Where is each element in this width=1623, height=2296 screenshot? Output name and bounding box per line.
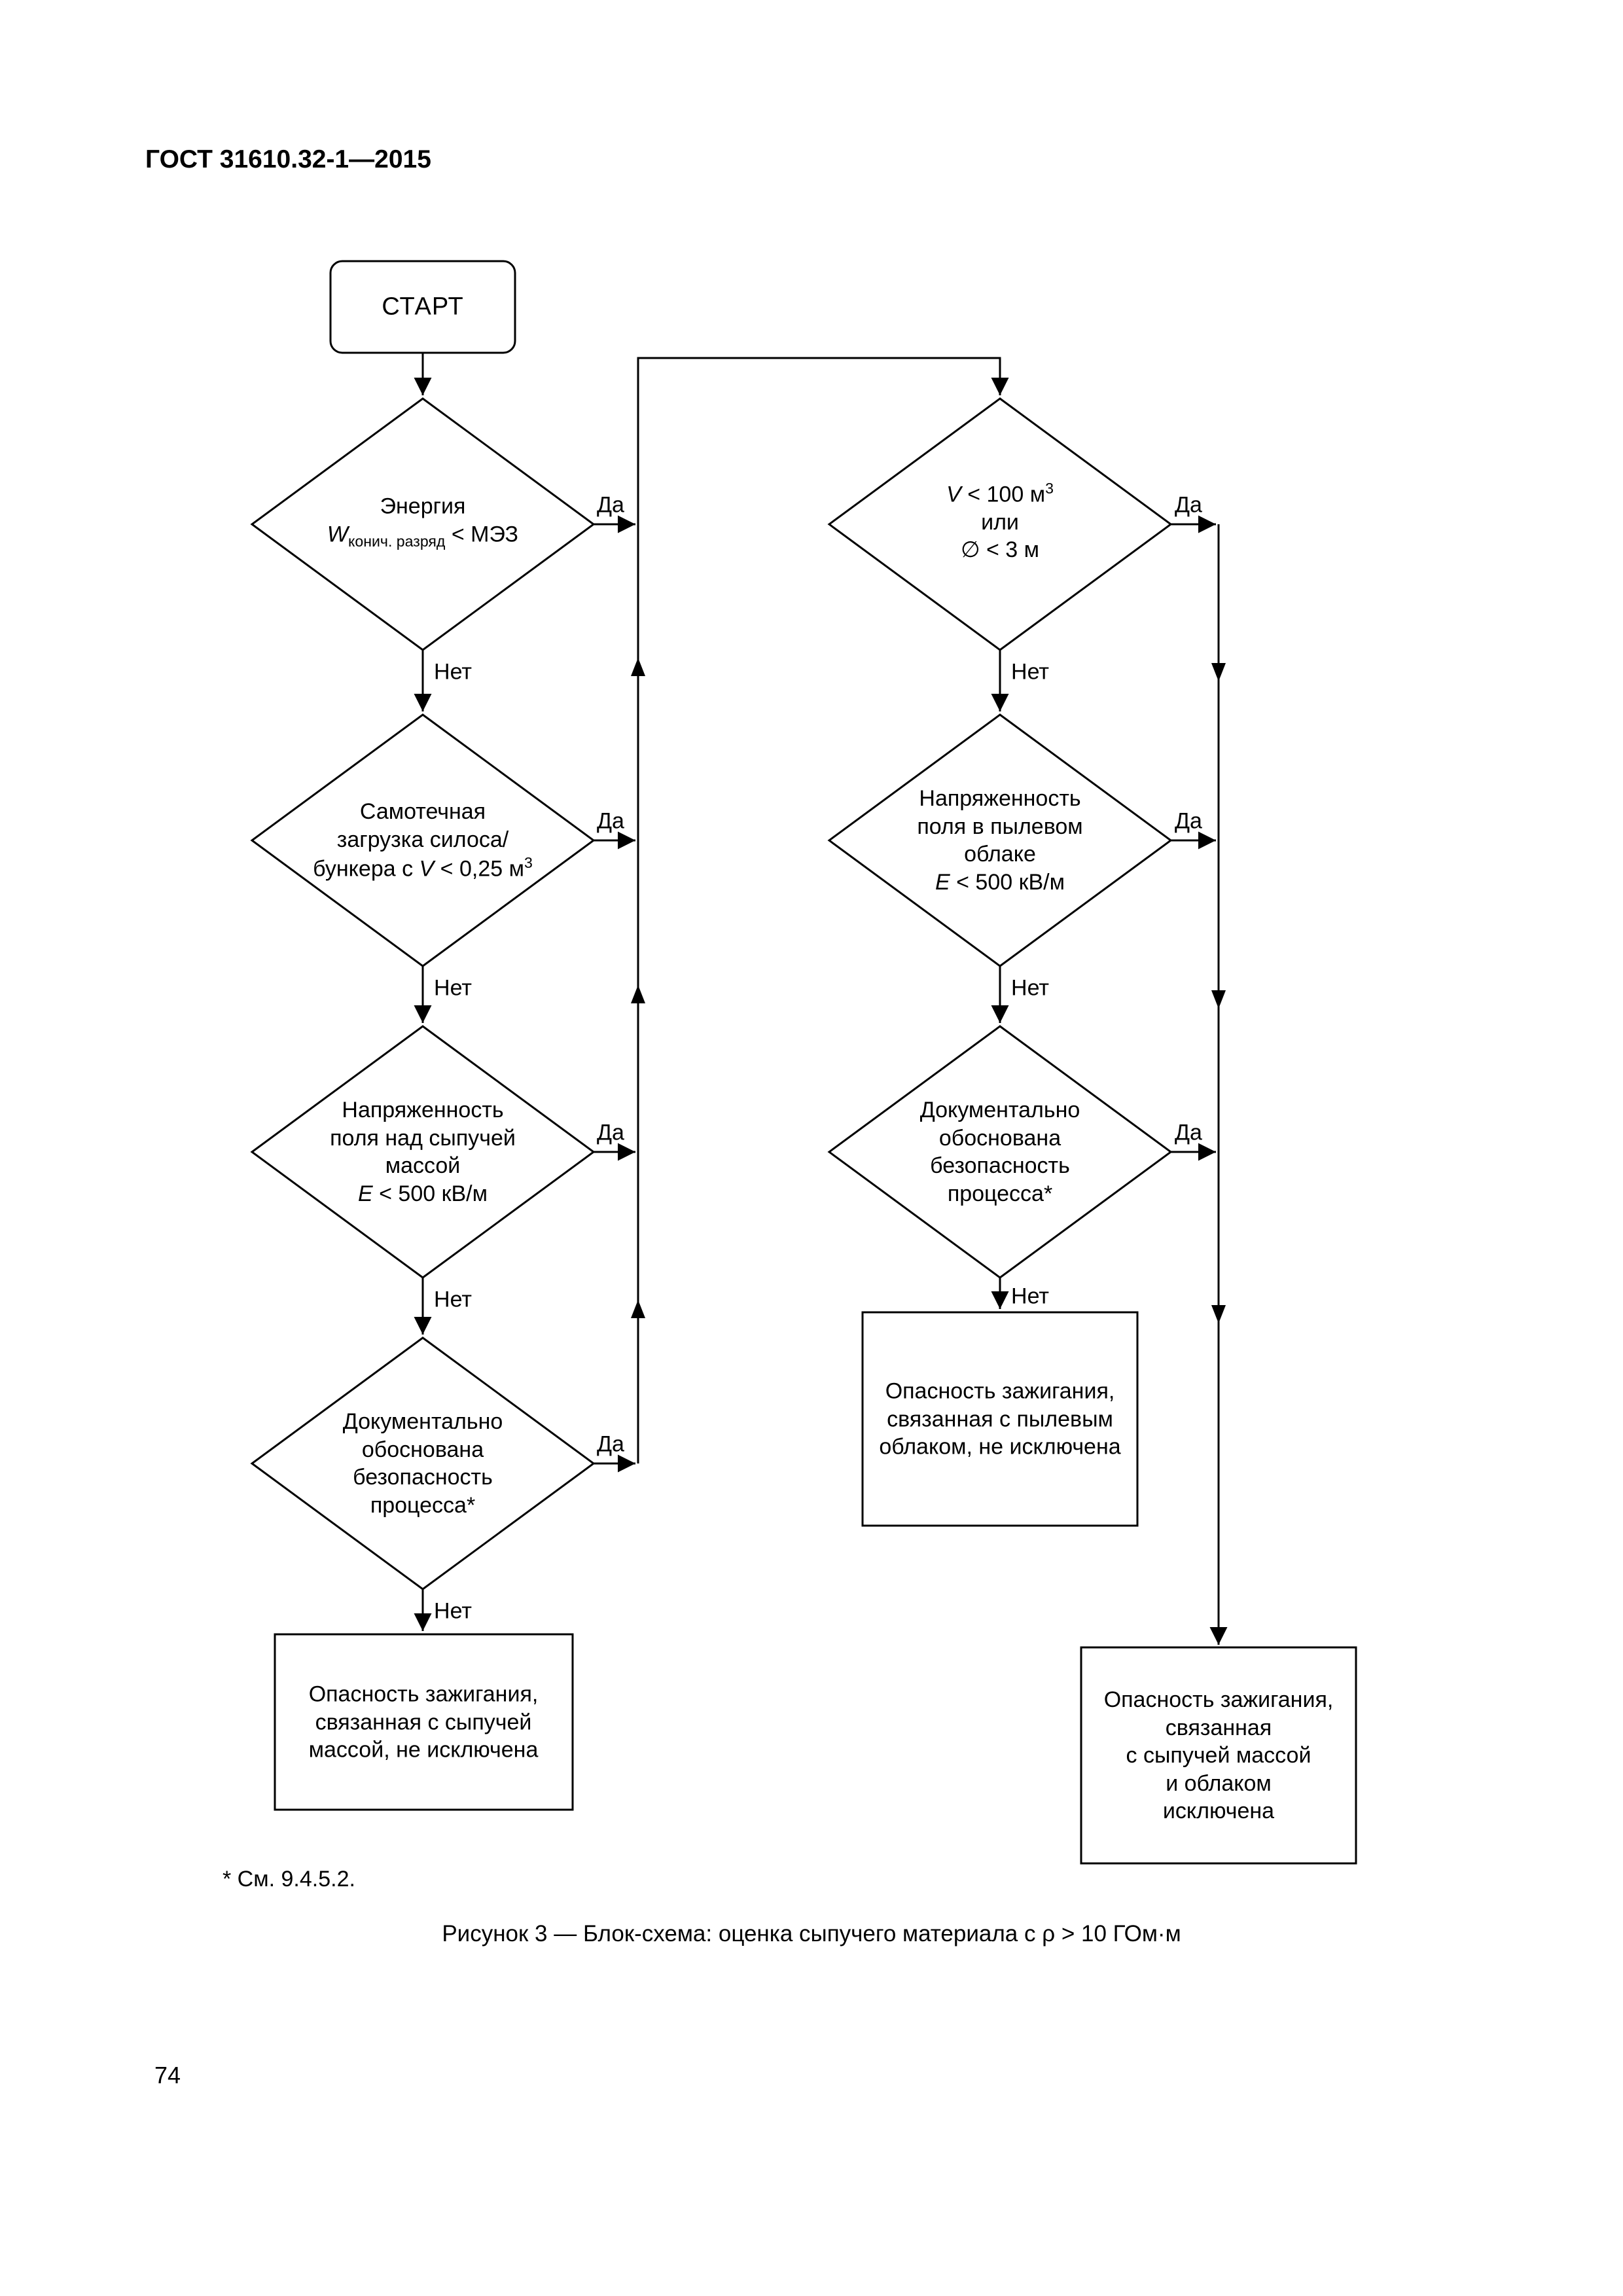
up-arrowhead xyxy=(631,658,645,676)
decision-right-2-label xyxy=(917,785,1082,896)
text-line xyxy=(313,853,533,883)
decision-left-1-label xyxy=(327,492,518,550)
text-line: ∅ < 3 м xyxy=(960,537,1040,563)
text-line: Напряженность xyxy=(919,786,1081,811)
var-subscript: конич. разряд xyxy=(348,532,446,550)
text-line: исключена xyxy=(1162,1798,1275,1823)
text-line: массой, не исключена xyxy=(308,1737,539,1763)
decision-right-1-label xyxy=(946,479,1054,564)
text-line: облаке xyxy=(964,842,1036,867)
text-line xyxy=(327,520,518,551)
text-line xyxy=(946,479,1054,509)
text-line: Напряженность xyxy=(342,1098,504,1122)
text-line: поля над сыпучей xyxy=(330,1125,516,1151)
yes-label: Да xyxy=(597,1120,624,1145)
text-line: Опасность зажигания, xyxy=(885,1378,1115,1404)
no-label: Нет xyxy=(434,1287,472,1312)
text-line: обоснована xyxy=(361,1437,484,1462)
text-line: Документально xyxy=(342,1409,503,1434)
terminal-no-hazard-label xyxy=(1104,1686,1334,1825)
decision-right-3-label xyxy=(920,1096,1080,1208)
text-line: Энергия xyxy=(380,493,466,519)
text-line xyxy=(330,1180,516,1208)
down-arrowhead xyxy=(1211,663,1226,681)
text-line: процесса* xyxy=(370,1492,476,1518)
text-line: облаком, не исключена xyxy=(879,1434,1121,1460)
no-label: Нет xyxy=(434,975,472,1001)
yes-label: Да xyxy=(1175,492,1202,518)
decision-left-4-label xyxy=(343,1408,503,1519)
text-line: и облаком xyxy=(1166,1770,1272,1796)
down-arrowhead xyxy=(1211,1305,1226,1323)
text-line: загрузка силоса/ xyxy=(336,827,509,852)
formula-tail: < 100 м xyxy=(961,482,1046,507)
footnote: * См. 9.4.5.2. xyxy=(223,1867,355,1892)
text-line: Документально xyxy=(919,1098,1080,1122)
yes-label: Да xyxy=(1175,1120,1202,1145)
formula-tail: < 0,25 м xyxy=(434,856,524,882)
var-symbol: W xyxy=(327,521,349,547)
no-label: Нет xyxy=(1011,975,1049,1001)
yes-label: Да xyxy=(1175,808,1202,834)
var-symbol: V xyxy=(419,856,435,882)
text-line: с сыпучей массой xyxy=(1126,1742,1311,1768)
superscript: 3 xyxy=(524,854,533,872)
decision-left-3-label xyxy=(330,1096,516,1208)
formula-head: бункера с xyxy=(313,856,419,882)
page-number: 74 xyxy=(154,2062,181,2089)
yes-label: Да xyxy=(597,1431,624,1457)
text-line: связанная с сыпучей xyxy=(315,1709,532,1734)
up-arrowhead xyxy=(631,985,645,1003)
text-line: процесса* xyxy=(947,1181,1053,1206)
text-line: Опасность зажигания, xyxy=(308,1681,539,1707)
no-label: Нет xyxy=(434,659,472,685)
decision-left-2-label xyxy=(313,798,533,883)
text-line: массой xyxy=(385,1153,461,1178)
var-symbol: E xyxy=(358,1181,373,1206)
terminal-bulk-hazard-label xyxy=(309,1680,539,1764)
terminal-cloud-hazard-label xyxy=(879,1377,1120,1461)
text-line: поля в пылевом xyxy=(917,814,1083,839)
figure-caption: Рисунок 3 — Блок-схема: оценка сыпучего материала с ρ > 10 ГОм·м xyxy=(442,1921,1181,1946)
no-label: Нет xyxy=(1011,659,1049,685)
start-label: СТАРТ xyxy=(382,293,464,321)
text-line: связанная с пылевым xyxy=(887,1406,1113,1431)
text-line: Опасность зажигания, xyxy=(1103,1687,1334,1712)
text-line: обоснована xyxy=(938,1125,1061,1151)
formula-tail: < 500 кВ/м xyxy=(950,869,1065,895)
superscript: 3 xyxy=(1045,480,1054,497)
yes-label: Да xyxy=(597,492,624,518)
var-symbol: E xyxy=(935,869,950,895)
text-line: безопасность xyxy=(353,1465,493,1490)
text-line: или xyxy=(981,509,1019,535)
no-label: Нет xyxy=(434,1598,472,1624)
doc-standard-number: ГОСТ 31610.32-1—2015 xyxy=(145,145,431,173)
formula-tail: < 500 кВ/м xyxy=(372,1181,488,1206)
formula-tail: < МЭЗ xyxy=(445,521,519,547)
yes-label: Да xyxy=(597,808,624,834)
down-arrowhead xyxy=(1211,990,1226,1009)
text-line: Самотечная xyxy=(359,799,486,825)
no-label: Нет xyxy=(1011,1283,1049,1309)
var-symbol: V xyxy=(946,482,961,507)
text-line: безопасность xyxy=(930,1153,1070,1178)
up-arrowhead xyxy=(631,1300,645,1318)
text-line: связанная xyxy=(1165,1715,1272,1740)
text-line xyxy=(917,869,1082,897)
